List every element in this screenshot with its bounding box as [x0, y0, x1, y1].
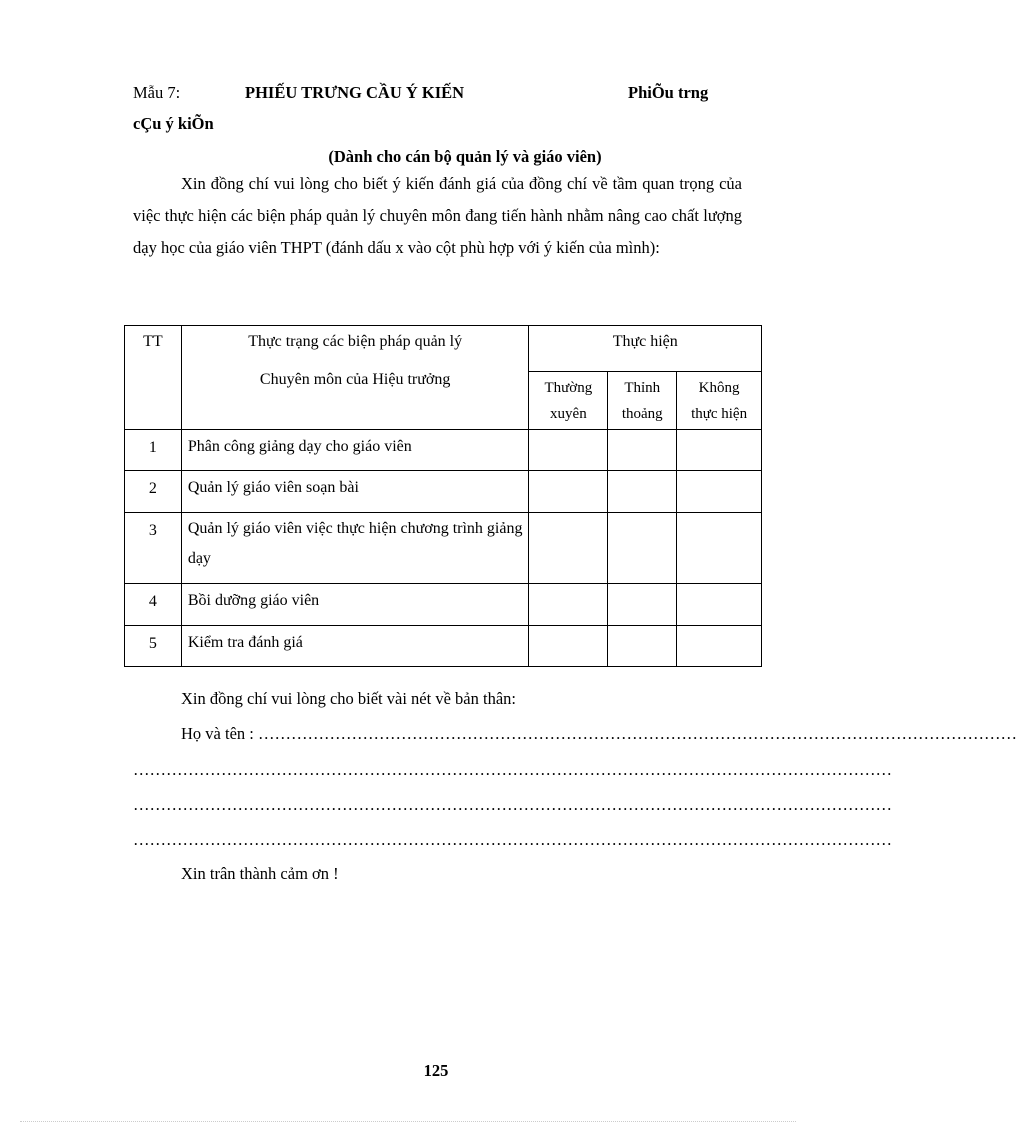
table-row: [125, 513, 762, 584]
cell-thinh-thoang[interactable]: [608, 430, 677, 471]
row-text: Kiểm tra đánh giá: [181, 626, 529, 667]
header-thinh-thoang-l2: thoảng: [621, 406, 663, 422]
cell-thuong-xuyen[interactable]: [529, 513, 608, 584]
header-khong-thuc-hien-l2: thực hiện: [691, 406, 748, 422]
header-tt: TT: [125, 326, 182, 430]
cell-thinh-thoang[interactable]: [608, 626, 677, 667]
row-number: 3: [125, 513, 182, 584]
name-label: Họ và tên :: [181, 724, 258, 743]
cell-thinh-thoang[interactable]: [608, 584, 677, 626]
page-number: 125: [423, 1061, 449, 1080]
cell-khong-thuc-hien[interactable]: [677, 471, 762, 513]
form-label: Mẫu 7:: [133, 83, 181, 102]
header-thuong-xuyen: [529, 372, 608, 430]
header-khong-thuc-hien: [677, 372, 762, 430]
survey-table: [124, 325, 762, 667]
cell-khong-thuc-hien[interactable]: [677, 626, 762, 667]
row-number: 4: [125, 584, 182, 626]
name-dots: …………………………………………………………………………………………………………………………: [257, 724, 1017, 743]
header-description: [181, 326, 529, 430]
bottom-divider: [20, 1121, 796, 1122]
header-thuc-hien: Thực hiện: [529, 326, 762, 372]
row-number: 2: [125, 471, 182, 513]
row-text: Phân công giảng dạy cho giáo viên: [181, 430, 529, 471]
row-text: Bồi dưỡng giáo viên: [181, 584, 529, 626]
fill-line[interactable]: …………………………………………………………………………………………………………………………: [133, 795, 892, 814]
row-number: 1: [125, 430, 182, 471]
table-row: [125, 471, 762, 513]
header-thuong-xuyen-l2: xuyên: [550, 406, 587, 422]
cell-thuong-xuyen[interactable]: [529, 584, 608, 626]
cell-thuong-xuyen[interactable]: [529, 430, 608, 471]
row-text: Quản lý giáo viên việc thực hiện chương trình giảng dạy: [181, 513, 529, 584]
table-row: [125, 430, 762, 471]
cell-khong-thuc-hien[interactable]: [677, 513, 762, 584]
row-number: 5: [125, 626, 182, 667]
cell-thuong-xuyen[interactable]: [529, 471, 608, 513]
intro-paragraph: Xin đồng chí vui lòng cho biết ý kiến đánh giá của đồng chí về tầm quan trọng của việc thực hiện các biện pháp quản lý chuyên môn đang tiến hành nhằm nâng cao chất lượng dạy học của giáo viên THPT (đánh dấu x vào cột phù hợp với ý kiến của mình):: [133, 174, 742, 257]
header-thinh-thoang: [608, 372, 677, 430]
table-row: [125, 626, 762, 667]
row-text: Quản lý giáo viên soạn bài: [181, 471, 529, 513]
fill-line[interactable]: …………………………………………………………………………………………………………………………: [133, 830, 892, 849]
personal-prompt: Xin đồng chí vui lòng cho biết vài nét về bản thân:: [181, 689, 516, 708]
name-line[interactable]: [181, 724, 1017, 744]
header-thuong-xuyen-l1: Thường: [544, 380, 593, 396]
closing-text: Xin trân thành cảm ơn !: [181, 864, 339, 883]
cell-khong-thuc-hien[interactable]: [677, 584, 762, 626]
form-subtitle: (Dành cho cán bộ quản lý và giáo viên): [328, 147, 602, 166]
header-description-line2: Chuyên môn của Hiệu trưởng: [259, 371, 451, 388]
cell-thinh-thoang[interactable]: [608, 513, 677, 584]
header-khong-thuc-hien-l1: Không: [698, 380, 740, 396]
cell-thuong-xuyen[interactable]: [529, 626, 608, 667]
header-thinh-thoang-l1: Thỉnh: [624, 380, 661, 396]
fill-line[interactable]: …………………………………………………………………………………………………………………………: [133, 760, 892, 779]
cell-khong-thuc-hien[interactable]: [677, 430, 762, 471]
form-title-right: PhiÕu trng: [628, 83, 709, 102]
table-row: [125, 584, 762, 626]
header-description-line1: Thực trạng các biện pháp quản lý: [248, 333, 463, 350]
form-title: PHIẾU TRƯNG CẦU Ý KIẾN: [245, 83, 465, 102]
cell-thinh-thoang[interactable]: [608, 471, 677, 513]
form-title-continuation: cÇu ý kiÕn: [133, 114, 214, 133]
